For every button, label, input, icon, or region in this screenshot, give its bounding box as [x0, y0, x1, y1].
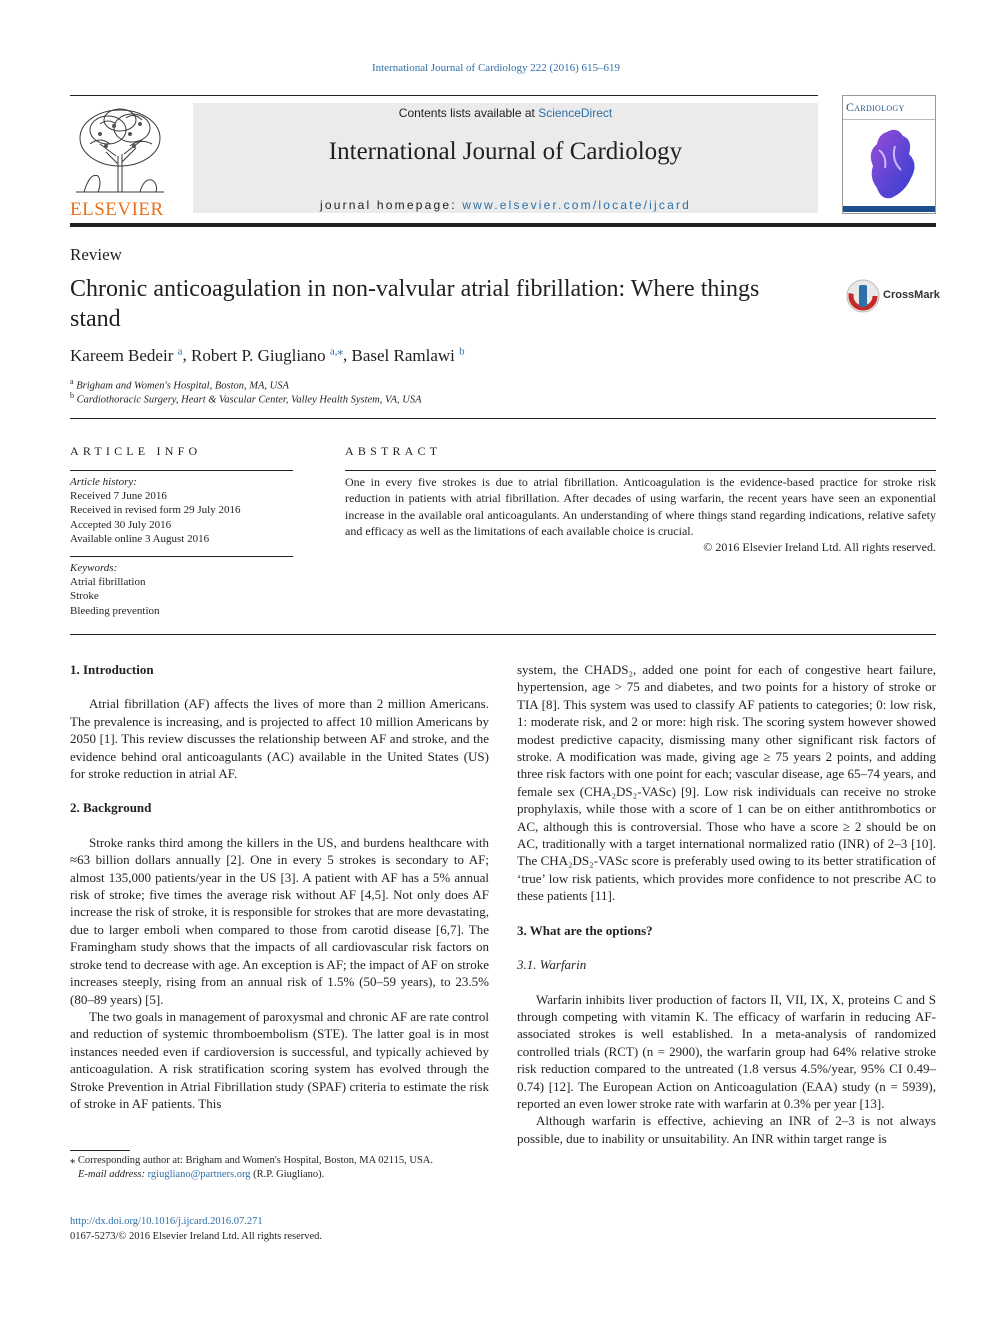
abstract-heading: ABSTRACT	[345, 444, 442, 458]
cover-masthead	[843, 96, 935, 120]
keyword: Atrial fibrillation	[70, 576, 146, 589]
author-list: Kareem Bedeir $^a$, Robert P. Giugliano $^{a,⁎}$, Basel Ramlawi $^b$	[70, 345, 465, 365]
footnote	[70, 1154, 489, 1182]
homepage-link[interactable]: www.elsevier.com/locate/ijcard	[462, 198, 692, 212]
body-left-column	[70, 661, 489, 1112]
article-history	[70, 475, 293, 546]
crossmark-label[interactable]: CrossMark	[883, 289, 940, 301]
crossmark-badge[interactable]	[846, 279, 880, 318]
affiliation: $^a$ Brigham and Women's Hospital, Boston, MA, USA	[70, 377, 289, 392]
author[interactable]: Kareem Bedeir $^a$	[70, 345, 183, 365]
divider	[70, 556, 293, 557]
keywords-label: Keywords:	[70, 562, 118, 574]
keywords-block	[70, 561, 293, 618]
article-title: Chronic anticoagulation in non-valvular atrial fibrillation: Where things stand	[70, 276, 760, 332]
abstract	[345, 474, 936, 555]
elsevier-tree-icon	[70, 104, 170, 196]
body-right-column	[517, 661, 936, 1147]
subsection-heading: 3.1. Warfarin	[517, 957, 587, 973]
section-heading: 1. Introduction	[70, 662, 154, 677]
contents-prefix: Contents lists available at	[398, 106, 539, 120]
article-info-heading: ARTICLE INFO	[70, 444, 202, 458]
elsevier-wordmark: ELSEVIER	[70, 199, 164, 220]
crossmark-icon	[846, 279, 880, 313]
journal-homepage-line	[193, 198, 818, 212]
journal-title: International Journal of Cardiology	[328, 138, 683, 165]
elsevier-logo	[70, 104, 170, 220]
paragraph: system, the CHADS₂, added one point for each of congestive heart failure, hypertension, age > 75 and diabetes, and two points for a history of stroke or TIA [8]. This system was used to classify AF patients to categories; 0: low risk, 1: moderate risk, and 2 or more: high risk. The scoring system however showed modest predictive capacity, dismissing many other significant risk factors of stroke. A modification was made, giving age ≥ 75 years 2 points, and adding three risk factors with one point for each; vascular disease, age 65–74 years, and female sex (CHA₂DS₂-VASc) [9]. Low risk individuals can receive no stroke prophylaxis, while those with a score of 1 can be on either antithrombotics or AC, although this is controversial. Those who have a score ≥ 2 should be on AC, traditionally with a target international normalized ratio (INR) of 2–3 [10]. The CHA₂DS₂-VASc score is preferably used owing to its better stratification of ‘true’ low risk patients, which provides more confidence to not prescribe AC to these patients [11].	[517, 662, 936, 904]
cover-heart-illustration	[843, 120, 935, 212]
abstract-copyright: © 2016 Elsevier Ireland Ltd. All rights reserved.	[703, 540, 936, 555]
cover-title: Cardiology	[846, 100, 905, 114]
paragraph: Although warfarin is effective, achieving an INR of 2–3 is not always possible, due to inability or unsuitability. An INR within target range is	[517, 1113, 936, 1146]
paragraph: Stroke ranks third among the killers in the US, and burdens healthcare with ≈63 billion dollars annually [2]. One in every 5 strokes is secondary to AF; almost 135,000 patients/year in the US [3]. A patient with AF has a 5% annual risk of stroke; five times the average risk without AF [4,5]. Not only does AF increase the risk of stroke, it is responsible for strokes that are more devastating, due to larger emboli when compared to those from carotid disease [6,7]. The Framingham study shows that the impacts of all cardiovascular risk factors on stroke tend to decrease with age. An exception is AF; the impact of AF on stroke increases steeply, rising from an annual risk of 1.5% (50–59 years), to 23.5% (80–89 years) [5].	[70, 834, 489, 1007]
keyword: Stroke	[70, 590, 99, 603]
section-heading: 3. What are the options?	[517, 922, 653, 938]
history-accepted: Accepted 30 July 2016	[70, 518, 172, 531]
doi-link[interactable]: http://dx.doi.org/10.1016/j.ijcard.2016.07.271	[70, 1216, 263, 1227]
header-rule	[70, 95, 818, 96]
issn-line: 0167-5273/© 2016 Elsevier Ireland Ltd. All rights reserved.	[70, 1231, 323, 1242]
sciencedirect-link[interactable]: ScienceDirect	[538, 106, 613, 120]
contents-line	[193, 106, 818, 120]
divider	[70, 418, 936, 419]
divider	[345, 470, 936, 471]
journal-cover[interactable]	[842, 95, 936, 214]
paragraph: The two goals in management of paroxysmal and chronic AF are rate control and reduction of systemic thromboembolism (STE). The latter goal is in most instances needed even if cardioversion is successful, and typically achieved by anticoagulation. A risk stratification scoring system has evolved through the Stroke Prevention in Atrial Fibrillation study (SPAF) criteria to estimate the risk of stroke in AF patients. This	[70, 1008, 489, 1111]
journal-citation[interactable]: International Journal of Cardiology 222 (2016) 615–619	[371, 62, 621, 74]
history-received: Received 7 June 2016	[70, 490, 167, 503]
history-revised: Received in revised form 29 July 2016	[70, 504, 241, 517]
author[interactable]: Robert P. Giugliano $^{a,⁎}$	[191, 345, 343, 365]
corresponding-author: ⁎ Corresponding author at: Brigham and Women's Hospital, Boston, MA 02115, USA.	[70, 1155, 433, 1166]
paragraph: Atrial fibrillation (AF) affects the lives of more than 2 million Americans. The prevalence is increasing, and is projected to affect 10 million Americans by 2050 [1]. This review discusses the relationship between AF and stroke, and the evidence behind oral anticoagulants (AC) available in the United States (US) for stroke reduction in atrial AF.	[70, 696, 489, 782]
affiliation: $^b$ Cardiothoracic Surgery, Heart & Vascular Center, Valley Health System, VA, USA	[70, 391, 422, 406]
page-footer	[70, 1214, 322, 1244]
footnote-rule	[70, 1150, 130, 1151]
divider	[70, 634, 936, 635]
section-heading: 2. Background	[70, 800, 152, 816]
author[interactable]: Basel Ramlawi $^b$	[351, 345, 465, 365]
keyword: Bleeding prevention	[70, 604, 160, 617]
email-line: E-mail address: rgiugliano@partners.org (R.P. Giugliano).	[78, 1169, 325, 1180]
history-online: Available online 3 August 2016	[70, 532, 210, 545]
header-thick-rule	[70, 223, 936, 227]
paragraph: Warfarin inhibits liver production of factors II, VII, IX, X, proteins C and S through competing with vitamin K. The efficacy of warfarin in reducing AF-associated strokes is well established. In a meta-analysis of randomized controlled trials (RCT) (n = 2900), the warfarin group had 64% relative stroke risk reduction compared to the untreated (1.8 versus 4.5%/year, 95% CI 0.49–0.74) [12]. The European Action on Anticoagulation (EAA) study (n = 5939), reported an even lower stroke rate with warfarin at 0.3% per year [13].	[517, 991, 936, 1111]
article-type: Review	[70, 245, 122, 264]
divider	[70, 470, 293, 471]
abstract-text: One in every five strokes is due to atrial fibrillation. Anticoagulation is the evidence-based practice for stroke risk reduction in patients with atrial fibrillation. After decades of using warfarin, the recent years have seen an exponential increase in the available oral anticoagulants. An understanding of where things stand regarding indications, relative safety and efficacy as well as the limitations of each available choice is crucial.	[345, 475, 936, 538]
history-label: Article history:	[70, 476, 137, 488]
email-link[interactable]: rgiugliano@partners.org	[147, 1169, 251, 1180]
homepage-label: journal homepage:	[319, 198, 463, 212]
